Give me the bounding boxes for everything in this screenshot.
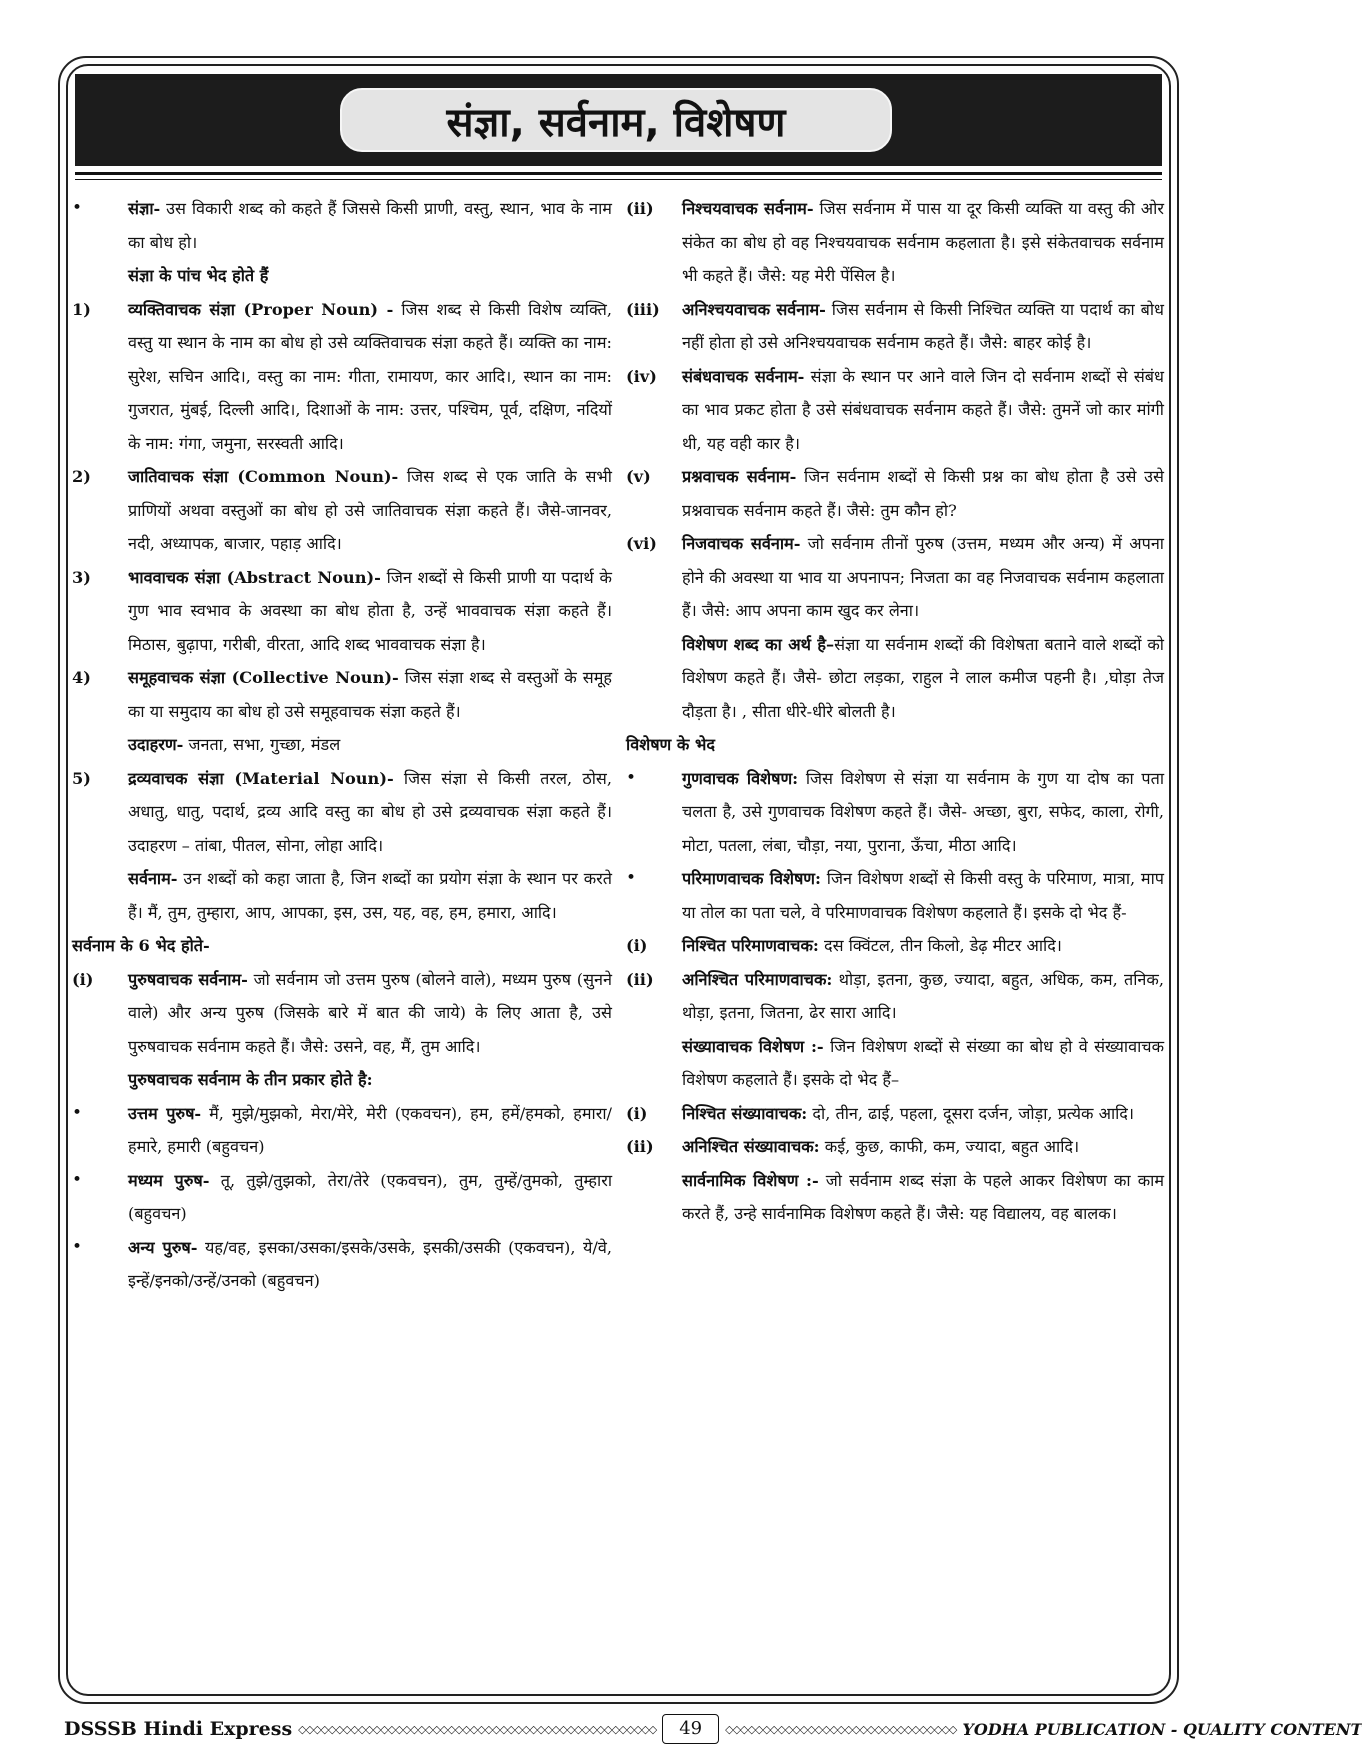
item-number: (iv) [626,366,657,386]
item-term: प्रश्नवाचक सर्वनाम- [682,467,797,486]
item-number: (vi) [626,534,657,553]
item-text [682,293,1164,360]
item-text [128,1164,612,1231]
item-term: संबंधवाचक सर्वनाम- [682,366,805,386]
item-text [682,762,1164,863]
item-body: जिस सर्वनाम में पास या दूर किसी व्यक्ति या वस्तु की ओर संकेत का बोध हो वह निश्चयवाचक सर्वनाम कहलाता है। इसे संकेतवाचक सर्वनाम भी कहते हैं। जैसे: यह मेरी पेंसिल है। [682,199,1164,285]
item-term: पुरुषवाचक सर्वनाम- [128,969,248,989]
item-number: (ii) [626,1137,654,1156]
list-item [72,762,612,863]
item-body: जिस संज्ञा शब्द से वस्तुओं के समूह का या समुदाय का बोध हो उसे समूहवाचक संज्ञा कहते हैं। [128,668,612,721]
item-term: उत्तम पुरुष- [128,1103,202,1123]
item-text [128,963,612,1064]
list-item [72,192,612,259]
item-term: मध्यम पुरुष- [128,1170,210,1190]
item-body: जो सर्वनाम शब्द संज्ञा के पहले आकर विशेषण का काम करते हैं, उन्हे सार्वनामिक विशेषण कहते हैं। जैसे: यह विद्यालय, वह बालक। [682,1170,1164,1223]
page-number: 49 [662,1714,719,1744]
item-text [128,460,612,561]
item-term: गुणवाचक विशेषण: [682,768,799,788]
item-term: उदाहरण- [128,735,184,754]
list-item [626,460,1164,527]
item-body: कई, कुछ, काफी, कम, ज्यादा, बहुत आदि। [819,1137,1080,1156]
item-text [682,527,1164,628]
item-body: संज्ञा या सर्वनाम शब्दों की विशेषता बताने वाले शब्दों को विशेषण कहते हैं। जैसे- छोटा लड़का, राहुल ने लाल कमीज पहनी है। ,घोड़ा तेज दौड़ता है। , सीता धीरे-धीरे बोलती है। [682,634,1164,721]
header-rule-thin [75,179,1162,180]
item-body: मैं, मुझे/मुझको, मेरा/मेरे, मेरी (एकवचन), हम, हमें/हमको, हमारा/हमारे, हमारी (बहुवचन) [128,1103,613,1156]
list-item [626,1097,1164,1131]
item-text [128,728,612,762]
item-number: (i) [72,969,94,989]
item-body: उन शब्दों को कहा जाता है, जिन शब्दों का प्रयोग संज्ञा के स्थान पर करते हैं। मैं, तुम, तुम्हारा, आप, आपका, इस, उस, यह, वह, हम, हमारा, आदि। [128,869,612,922]
item-text [682,1164,1164,1231]
item-term: पुरुषवाचक सर्वनाम के तीन प्रकार होते है: [128,1070,373,1089]
section-heading: विशेषण के भेद [626,735,715,754]
item-text [128,192,612,259]
bullet-marker: • [72,1169,83,1190]
list-item [72,1063,612,1097]
item-number: 1) [72,299,91,319]
item-body: जो सर्वनाम जो उत्तम पुरुष (बोलने वाले), मध्यम पुरुष (सुनने वाले) और अन्य पुरुष (जिसके बारे में बात की जाये) के लिए आता है, उसे पुरुषवाचक सर्वनाम कहते हैं। जैसे: उसने, वह, मैं, तुम आदि। [128,969,612,1056]
item-term: सार्वनामिक विशेषण :- [682,1170,819,1190]
item-text [128,561,612,662]
item-term: भाववाचक संज्ञा (Abstract Noun)- [128,567,381,587]
item-number: (v) [626,467,651,486]
bullet-marker: • [626,767,637,788]
item-term: संज्ञा के पांच भेद होते हैं [128,266,269,285]
page-title: संज्ञा, सर्वनाम, विशेषण [340,88,892,152]
list-item [626,527,1164,628]
item-body: जिस शब्द से किसी विशेष व्यक्ति, वस्तु या स्थान के नाम का बोध हो उसे व्यक्तिवाचक संज्ञा कहते हैं। व्यक्ति का नाम: सुरेश, सचिन आदि।, वस्तु का नाम: गीता, रामायण, कार आदि।, स्थान का नाम: गुजरात, मुंबई, दिल्ली आदि।, दिशाओं के नाम: उत्तर, पश्चिम, पूर्व, दक्षिण, नदियों के नाम: गंगा, जमुना, सरस्वती आदि। [128,299,612,453]
item-term: समूहवाचक संज्ञा (Collective Noun)- [128,668,399,687]
item-number: (i) [626,1103,648,1123]
item-text [128,1097,612,1164]
item-text [682,1130,1164,1164]
item-text [682,929,1164,963]
item-number: (ii) [626,969,654,989]
item-text [682,1030,1164,1097]
list-item [626,293,1164,360]
item-body: जो सर्वनाम तीनों पुरुष (उत्तम, मध्यम और अन्य) में अपना होने की अवस्था या भाव या अपनापन; निजता का वह निजवाचक सर्वनाम कहलाता हैं। जैसे: आप अपना काम खुद कर लेना। [682,534,1165,620]
header-rule [75,172,1162,175]
item-term: व्यक्तिवाचक संज्ञा (Proper Noun) - [128,299,394,319]
bullet-marker: • [72,1236,83,1257]
list-item [626,929,1164,963]
list-item [72,728,612,762]
item-term: संज्ञा- [128,199,161,218]
list-item [72,561,612,662]
footer-publisher: YODHA PUBLICATION - QUALITY CONTENT [962,1719,1362,1739]
list-item [72,1231,612,1298]
list-item [72,259,612,293]
item-body: जिस सर्वनाम से किसी निश्चित व्यक्ति या पदार्थ का बोध नहीं होता हो उसे अनिश्चयवाचक सर्वनाम कहते हैं। जैसे: बाहर कोई है। [682,299,1164,352]
item-text [682,460,1164,527]
item-body: दस क्विंटल, तीन किलो, डेढ़ मीटर आदि। [818,936,1062,955]
list-item [626,1130,1164,1164]
item-body: संज्ञा के स्थान पर आने वाले जिन दो सर्वनाम शब्दों से संबंध का भाव प्रकट होता है उसे संबंधवाचक सर्वनाम कहते हैं। जैसे: तुमनें जो कार मांगी थी, यह वही कार है। [682,366,1164,453]
item-term: निश्चयवाचक सर्वनाम- [682,199,814,218]
footer-dot-leader: ◇◇◇◇◇◇◇◇◇◇◇◇◇◇◇◇◇◇◇◇◇◇◇◇◇◇◇◇◇◇◇◇◇◇◇◇◇◇◇◇◇◇◇◇◇◇◇◇ [298,1722,657,1736]
right-column [626,192,1164,1231]
item-term: द्रव्यवाचक संज्ञा (Material Noun)- [128,768,394,788]
item-text [128,862,612,929]
list-item [72,862,612,929]
item-term: निजवाचक सर्वनाम- [682,534,801,553]
list-item [626,192,1164,293]
footer-book-title: DSSSB Hindi Express [64,1718,293,1740]
list-item [72,963,612,1064]
section-heading: सर्वनाम के 6 भेद होते- [72,936,210,955]
bullet-marker: • [72,198,83,218]
item-term: संख्यावाचक विशेषण :- [682,1036,824,1056]
item-text [682,192,1164,293]
item-body: जिन विशेषण शब्दों से संख्या का बोध हो वे संख्यावाचक विशेषण कहलाते हैं। इसके दो भेद हैं– [682,1036,1164,1089]
list-item [626,1030,1164,1097]
list-item [72,293,612,461]
list-item [626,762,1164,863]
bullet-marker: • [626,868,637,888]
list-item [626,963,1164,1030]
left-column [72,192,612,1298]
item-term: अनिश्चित संख्यावाचक: [682,1137,820,1156]
list-item [626,862,1164,929]
item-number: 4) [72,668,91,687]
list-item [626,360,1164,461]
item-body: जिन विशेषण शब्दों से किसी वस्तु के परिमाण, मात्रा, माप या तोल का पता चले, वे परिमाणवाचक विशेषण कहलाते हैं। इसके दो भेद हैं- [682,869,1164,922]
page-footer [64,1712,1362,1746]
item-term: निश्चित परिमाणवाचक: [682,936,819,955]
item-text [128,1063,612,1097]
item-term: अनिश्चित परिमाणवाचक: [682,969,833,989]
item-text [128,259,612,293]
footer-dot-leader: ◇◇◇◇◇◇◇◇◇◇◇◇◇◇◇◇◇◇◇◇◇◇◇◇◇◇◇◇◇◇◇ [725,1722,957,1736]
item-body: दो, तीन, ढाई, पहला, दूसरा दर्जन, जोड़ा, प्रत्येक आदि। [807,1103,1135,1123]
item-text [682,628,1164,729]
item-text [682,963,1164,1030]
item-text [128,293,612,461]
item-text [128,762,612,863]
item-number: 5) [72,768,91,788]
item-number: (i) [626,936,648,955]
item-number: 3) [72,567,91,587]
item-term: सर्वनाम- [128,869,178,888]
item-body: थोड़ा, इतना, कुछ, ज्यादा, बहुत, अधिक, कम, तनिक, थोड़ा, इतना, जितना, ढेर सारा आदि। [682,969,1164,1022]
item-number: (ii) [626,199,654,218]
list-item [72,661,612,728]
list-item [72,1164,612,1231]
list-item [72,1097,612,1164]
item-body: जिस संज्ञा से किसी तरल, ठोस, अधातु, धातु, पदार्थ, द्रव्य आदि वस्तु का बोध हो उसे द्रव्यवाचक संज्ञा कहते हैं। उदाहरण – तांबा, पीतल, सोना, लोहा आदि। [128,768,613,855]
item-term: अन्य पुरुष- [128,1237,198,1257]
item-body: जिन शब्दों से किसी प्राणी या पदार्थ के गुण भाव स्वभाव के अवस्था का बोध होता है, उन्हें भाववाचक संज्ञा कहते हैं। मिठास, बुढ़ापा, गरीबी, वीरता, आदि शब्द भाववाचक संज्ञा है। [128,567,612,654]
item-body: जनता, सभा, गुच्छा, मंडल [183,735,341,754]
item-body: जिन सर्वनाम शब्दों से किसी प्रश्न का बोध होता है उसे उसे प्रश्नवाचक सर्वनाम कहते हैं। जैसे: तुम कौन हो? [682,467,1164,520]
item-number: 2) [72,467,91,486]
item-body: जिस शब्द से एक जाति के सभी प्राणियों अथवा वस्तुओं का बोध हो उसे जातिवाचक संज्ञा कहते हैं। जैसे-जानवर, नदी, अध्यापक, बाजार, पहाड़ आदि। [128,467,612,553]
item-body: यह/वह, इसका/उसका/इसके/उसके, इसकी/उसकी (एकवचन), ये/वे, इन्हें/इनको/उन्हें/उनको (बहुवचन) [128,1237,612,1290]
item-body: तू, तुझे/तुझको, तेरा/तेरे (एकवचन), तुम, तुम्हें/तुमको, तुम्हारा (बहुवचन) [128,1170,613,1223]
item-term: विशेषण शब्द का अर्थ है– [682,634,835,654]
item-body: जिस विशेषण से संज्ञा या सर्वनाम के गुण या दोष का पता चलता है, उसे गुणवाचक विशेषण कहते हैं। जैसे- अच्छा, बुरा, सफेद, काला, रोगी, मोटा, पतला, लंबा, चौड़ा, नया, पुराना, ऊँचा, मीठा आदि। [682,768,1165,855]
item-term: निश्चित संख्यावाचक: [682,1103,808,1123]
item-body: उस विकारी शब्द को कहते हैं जिससे किसी प्राणी, वस्तु, स्थान, भाव के नाम का बोध हो। [128,199,612,252]
list-item [626,628,1164,729]
item-text [682,1097,1164,1131]
item-text [128,661,612,728]
item-term: अनिश्चयवाचक सर्वनाम- [682,299,826,319]
item-number: (iii) [626,299,660,319]
list-item [626,1164,1164,1231]
item-text [682,360,1164,461]
list-item [72,460,612,561]
item-term: परिमाणवाचक विशेषण: [682,869,821,888]
item-text [128,1231,612,1298]
bullet-marker: • [72,1102,83,1123]
item-text [682,862,1164,929]
item-term: जातिवाचक संज्ञा (Common Noun)- [128,467,399,486]
